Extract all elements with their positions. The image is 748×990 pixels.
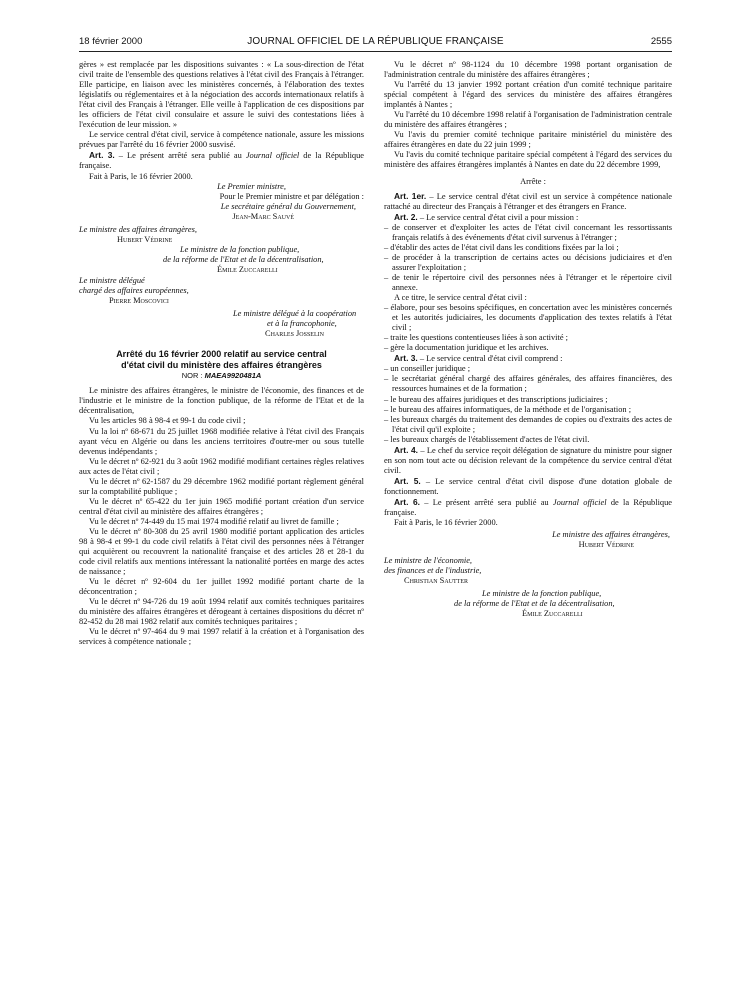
mde-title-2: chargé des affaires européennes, bbox=[79, 286, 189, 296]
article-2: Art. 2. – Le service central d'état civil a pour mission : bbox=[394, 211, 579, 222]
list-item: – élabore, pour ses besoins spécifiques, en concertation avec les ministères concernés et les autorités judiciaires, les documents d'application des textes relatifs à l'état civil ; bbox=[384, 303, 672, 333]
issue-date: 18 février 2000 bbox=[79, 36, 143, 47]
visa-paragraph: Vu le décret nº 98-1124 du 10 décembre 1998 portant organisation de l'administration centrale du ministère des affaires étrangères ; bbox=[384, 60, 672, 80]
page-header bbox=[79, 36, 672, 50]
list-item: – de procéder à la transcription de certains actes ou décisions judiciaires et d'en assurer l'exploitation ; bbox=[384, 252, 672, 272]
article-4: Art. 4. – Le chef du service reçoit délégation de signature du ministre pour signer en son nom tout acte ou décision relevant de la compétence du service central d'état civil. bbox=[384, 444, 672, 475]
mae-title: Le ministre des affaires étrangères, bbox=[79, 224, 197, 234]
signed-place-date: Fait à Paris, le 16 février 2000. bbox=[394, 518, 498, 528]
visa-paragraph: Vu l'arrêté du 10 décembre 1998 relatif à l'organisation de l'administration centrale du ministère des affaires étrangères ; bbox=[384, 110, 672, 130]
list-item: – d'établir des actes de l'état civil dans les conditions fixées par la loi ; bbox=[384, 242, 619, 252]
mefi-title: Le ministre de l'économie, bbox=[384, 556, 473, 566]
list-item: – gère la documentation juridique et les archives. bbox=[384, 343, 549, 353]
list-item: – le bureau des affaires juridiques et des transcriptions judiciaires ; bbox=[384, 394, 608, 404]
page-number: 2555 bbox=[650, 36, 672, 47]
paragraph: A ce titre, le service central d'état civil : bbox=[394, 293, 527, 303]
mfp-name: Émile Zuccarelli bbox=[522, 609, 583, 619]
visa-paragraph: Vu le décret nº 74-449 du 15 mai 1974 modifié relatif au livret de famille ; bbox=[89, 516, 339, 526]
left-column bbox=[79, 60, 364, 648]
visa-paragraph: Vu le décret nº 80-308 du 25 avril 1980 modifié portant application des articles 98 à 98-4 et 99-1 du code civil relatifs à l'état civil des personnes nées à l'étranger qui acquièrent ou recouvrent la nationalité française et des articles 28 et 28-1 du code civil relatifs aux mentions intéressant la nationalité portées en marge des actes de naissance ; bbox=[79, 526, 364, 577]
paragraph: Le service central d'état civil, service à compétence nationale, assure les missions prévues par l'arrêté du 16 février 2000 susvisé. bbox=[79, 130, 364, 150]
mfp-title: Le ministre de la fonction publique, bbox=[482, 589, 602, 599]
visa-paragraph: Vu les articles 98 à 98-4 et 99-1 du code civil ; bbox=[89, 416, 246, 426]
mfp-name: Émile Zuccarelli bbox=[217, 264, 278, 274]
mdc-title-2: et à la francophonie, bbox=[267, 319, 337, 329]
journal-title: JOURNAL OFFICIEL DE LA RÉPUBLIQUE FRANÇAISE bbox=[247, 36, 504, 47]
visa-paragraph: Vu le décret nº 62-1587 du 29 décembre 1962 modifié portant règlement général sur la comptabilité publique ; bbox=[79, 476, 364, 496]
right-column bbox=[384, 60, 672, 619]
visa-paragraph: Vu l'arrêté du 13 janvier 1992 portant création d'un comité technique paritaire spécial compétent à l'égard des services du ministère des affaires étrangères implantés à Nantes ; bbox=[384, 80, 672, 110]
visa-paragraph: Vu le décret nº 94-726 du 19 août 1994 relatif aux comités techniques paritaires du ministère des affaires étrangères et dérogeant à certaines dispositions du décret nº 82-452 du 28 mai 1982 relatif aux comités techniques paritaires ; bbox=[79, 597, 364, 627]
mefi-name: Christian Sautter bbox=[404, 576, 468, 586]
mae-title: Le ministre des affaires étrangères, bbox=[552, 530, 670, 540]
list-item: – le secrétariat général chargé des affaires générales, des affaires financières, des ressources humaines et de la formation ; bbox=[384, 374, 672, 394]
visa-paragraph: Le ministre des affaires étrangères, le ministre de l'économie, des finances et de l'industrie et le ministre de la fonction publique, de la réforme de l'Etat et de la décentralisation, bbox=[79, 386, 364, 416]
paragraph: gères » est remplacée par les dispositions suivantes : « La sous-direction de l'état civil traite de l'ensemble des questions relatives à l'état civil des Français à l'étranger. Elle participe, en liaison avec les ministères concernés, à l'élaboration des textes législatifs ou réglementaires et à la négociation des accords internationaux relatifs à l'état civil des Français à l'étranger. Elle veille à l'application de ces dispositions par les officiers de l'état civil consulaire et assure le suivi des contestations liées à l'exécution de leur mission. » bbox=[79, 60, 364, 130]
visa-list bbox=[79, 386, 364, 647]
visa-paragraph: Vu le décret nº 62-921 du 3 août 1962 modifié modifiant certaines règles relatives aux actes de l'état civil ; bbox=[79, 456, 364, 476]
article-3: Art. 3. – Le service central d'état civil comprend : bbox=[394, 353, 563, 364]
article-5: Art. 5. – Le service central d'état civil dispose d'une dotation globale de fonctionnement. bbox=[384, 475, 672, 496]
visa-paragraph: Vu le décret nº 97-464 du 9 mai 1997 relatif à la création et à l'organisation des services à compétence nationale ; bbox=[79, 627, 364, 647]
missions-list bbox=[384, 303, 672, 353]
article-1: Art. 1er. – Le service central d'état civil est un service à compétence nationale rattaché au directeur des Français à l'étranger et des étrangers en France. bbox=[384, 190, 672, 211]
mfp-title: Le ministre de la fonction publique, bbox=[180, 244, 300, 254]
article-6: Art. 6. – Le présent arrêté sera publié au Journal officiel de la République française. bbox=[384, 496, 672, 518]
visa-paragraph: Vu le décret nº 92-604 du 1er juillet 1992 modifié portant charte de la déconcentration ; bbox=[79, 577, 364, 597]
visa-paragraph: Vu l'avis du comité technique paritaire spécial compétent à l'égard des services du ministère des affaires étrangères implantés à Nantes en date du 22 décembre 1999, bbox=[384, 150, 672, 170]
list-item: – traite les questions contentieuses liées à son activité ; bbox=[384, 333, 568, 343]
article-3-list bbox=[384, 364, 672, 444]
visa-list bbox=[384, 60, 672, 171]
mefi-title-2: des finances et de l'industrie, bbox=[384, 566, 482, 576]
signed-place-date: Fait à Paris, le 16 février 2000. bbox=[89, 171, 193, 181]
visa-paragraph: Vu la loi nº 68-671 du 25 juillet 1968 modifiée relative à l'état civil des Français ayant vécu en Algérie ou dans les anciens territoires d'outre-mer ou sous tutelle devenus indépendants ; bbox=[79, 426, 364, 456]
arrete-heading: Arrête : bbox=[520, 176, 546, 186]
article-2-list bbox=[384, 223, 672, 293]
mae-name: Hubert Védrine bbox=[578, 540, 634, 550]
nor-reference: NOR : MAEA9920481A bbox=[181, 371, 262, 381]
mde-title: Le ministre délégué bbox=[79, 275, 145, 285]
mdc-name: Charles Josselin bbox=[265, 329, 324, 339]
list-item: – de conserver et d'exploiter les actes de l'état civil concernant les ressortissants français relatifs à des événements d'état civil survenus à l'étranger ; bbox=[384, 222, 672, 242]
mae-name: Hubert Védrine bbox=[117, 234, 173, 244]
sg-name: Jean-Marc Sauvé bbox=[232, 211, 294, 221]
visa-paragraph: Vu l'avis du premier comité technique paritaire ministériel du ministère des affaires étrangères en date du 22 juin 1999 ; bbox=[384, 130, 672, 150]
list-item: – un conseiller juridique ; bbox=[384, 364, 471, 374]
header-rule bbox=[79, 51, 672, 52]
list-item: – de tenir le répertoire civil des personnes nées à l'étranger et le répertoire civil annexe. bbox=[384, 272, 672, 292]
list-item: – le bureau des affaires informatiques, de la méthode et de l'organisation ; bbox=[384, 404, 632, 414]
mfp-title-2: de la réforme de l'Etat et de la décentralisation, bbox=[163, 254, 324, 264]
pm-delegation: Pour le Premier ministre et par délégation : bbox=[219, 191, 364, 201]
visa-paragraph: Vu le décret nº 65-422 du 1er juin 1965 modifié portant création d'un service central d'état civil au ministère des affaires étrangères ; bbox=[79, 496, 364, 516]
pm-title: Le Premier ministre, bbox=[217, 181, 286, 191]
list-item: – les bureaux chargés du traitement des demandes de copies ou d'extraits des actes de l'état civil qu'il exploite ; bbox=[384, 414, 672, 434]
list-item: – les bureaux chargés de l'établissement d'actes de l'état civil. bbox=[384, 434, 590, 444]
decree-title: Arrêté du 16 février 2000 relatif au service central d'état civil du ministère des affaires étrangères bbox=[116, 349, 327, 371]
article-3: Art. 3. – Le présent arrêté sera publié au Journal officiel de la République française. bbox=[79, 150, 364, 171]
sg-title: Le secrétaire général du Gouvernement, bbox=[220, 201, 356, 211]
mdc-title: Le ministre délégué à la coopération bbox=[233, 309, 357, 319]
mfp-title-2: de la réforme de l'Etat et de la décentralisation, bbox=[454, 599, 615, 609]
mde-name: Pierre Moscovici bbox=[109, 296, 169, 306]
